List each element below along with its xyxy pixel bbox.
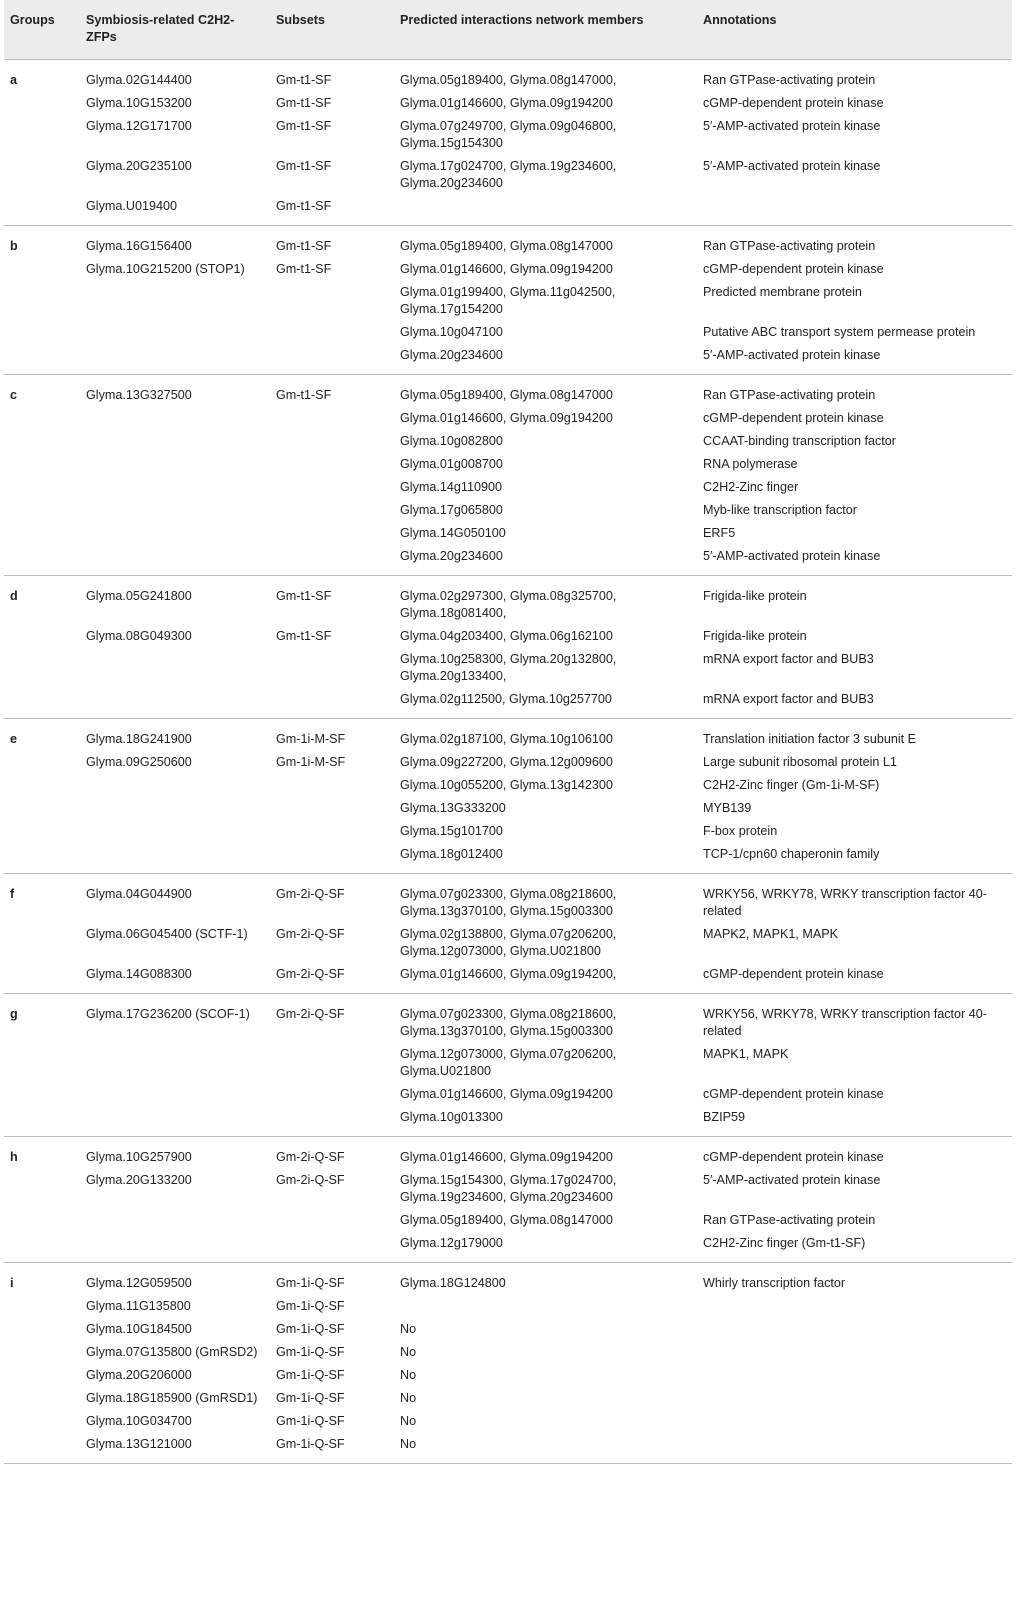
subset-cell: Gm-t1-SF xyxy=(276,388,332,402)
group-label xyxy=(4,1318,80,1341)
network-members-cell: Glyma.17g065800 xyxy=(400,503,503,517)
subset-cell xyxy=(270,407,394,430)
annotation-cell: C2H2-Zinc finger xyxy=(703,480,799,494)
zfp-cell: Glyma.10G257900 xyxy=(86,1150,192,1164)
annotation-cell: cGMP-dependent protein kinase xyxy=(703,262,884,276)
network-members-cell: Glyma.02g187100, Glyma.10g106100 xyxy=(400,732,613,746)
zfp-cell: Glyma.16G156400 xyxy=(86,239,192,253)
table-row xyxy=(4,1106,1012,1137)
group-label xyxy=(4,1209,80,1232)
zfp-cell: Glyma.10G184500 xyxy=(86,1322,192,1336)
annotation-cell: MYB139 xyxy=(703,801,752,815)
group-label xyxy=(4,963,80,994)
network-members-cell: No xyxy=(400,1345,417,1359)
group-label xyxy=(4,545,80,576)
subset-cell: Gm-1i-Q-SF xyxy=(276,1345,345,1359)
network-members-cell: Glyma.07g023300, Glyma.08g218600, Glyma.13g370100, Glyma.15g003300 xyxy=(400,1007,617,1038)
table-row xyxy=(4,1169,1012,1209)
network-members-cell: Glyma.05g189400, Glyma.08g147000, xyxy=(400,73,617,87)
subset-cell xyxy=(270,1083,394,1106)
network-members-cell: Glyma.02g297300, Glyma.08g325700, Glyma.18g081400, xyxy=(400,589,617,620)
network-members-cell: Glyma.01g146600, Glyma.09g194200 xyxy=(400,262,613,276)
annotation-cell: 5′-AMP-activated protein kinase xyxy=(697,344,1012,375)
annotation-cell: MAPK1, MAPK xyxy=(703,1047,789,1061)
network-members-cell: Glyma.01g146600, Glyma.09g194200 xyxy=(400,1150,613,1164)
group-label xyxy=(4,499,80,522)
network-members-cell: Glyma.14G050100 xyxy=(400,526,506,540)
zfp-cell xyxy=(80,1209,270,1232)
annotation-cell xyxy=(697,1433,1012,1464)
group-label xyxy=(4,258,80,281)
network-members-cell: Glyma.01g199400, Glyma.11g042500, Glyma.17g154200 xyxy=(400,285,616,316)
group-label xyxy=(4,430,80,453)
network-members-cell: Glyma.01g008700 xyxy=(400,457,503,471)
annotation-cell: 5′-AMP-activated protein kinase xyxy=(697,545,1012,576)
subset-cell: Gm-1i-Q-SF xyxy=(276,1276,345,1290)
annotation-cell: Frigida-like protein xyxy=(703,589,807,603)
zfp-cell: Glyma.20G206000 xyxy=(86,1368,192,1382)
subset-cell xyxy=(270,797,394,820)
subset-cell xyxy=(270,430,394,453)
table-row xyxy=(4,923,1012,963)
subset-cell: Gm-t1-SF xyxy=(276,119,332,133)
group-label xyxy=(4,625,80,648)
annotation-cell xyxy=(697,1410,1012,1433)
table-row xyxy=(4,963,1012,994)
table-row xyxy=(4,688,1012,719)
subset-cell: Gm-t1-SF xyxy=(276,73,332,87)
zfp-cell: Glyma.06G045400 (SCTF-1) xyxy=(86,927,248,941)
zfp-cell: Glyma.18G241900 xyxy=(86,732,192,746)
annotation-cell: cGMP-dependent protein kinase xyxy=(703,96,884,110)
group-label xyxy=(4,1169,80,1209)
table-row xyxy=(4,797,1012,820)
network-members-cell: Glyma.01g146600, Glyma.09g194200 xyxy=(400,96,613,110)
network-members-cell: Glyma.09g227200, Glyma.12g009600 xyxy=(400,755,613,769)
network-members-cell: Glyma.13G333200 xyxy=(400,801,506,815)
subset-cell xyxy=(270,453,394,476)
network-members-cell: No xyxy=(400,1322,417,1336)
zfp-cell: Glyma.10G215200 (STOP1) xyxy=(86,262,245,276)
header-network-members: Predicted interactions network members xyxy=(394,0,697,60)
zfp-cell: Glyma.12G171700 xyxy=(86,119,192,133)
subset-cell: Gm-2i-Q-SF xyxy=(276,927,345,941)
network-members-cell: Glyma.07g023300, Glyma.08g218600, Glyma.13g370100, Glyma.15g003300 xyxy=(400,887,617,918)
subset-cell xyxy=(270,476,394,499)
group-label xyxy=(4,115,80,155)
subset-cell: Gm-t1-SF xyxy=(276,239,332,253)
table-row xyxy=(4,375,1012,408)
zfp-cell: Glyma.18G185900 (GmRSD1) xyxy=(86,1391,258,1405)
zfp-cell: Glyma.12G059500 xyxy=(86,1276,192,1290)
subset-cell xyxy=(270,843,394,874)
table-row xyxy=(4,774,1012,797)
network-members-cell xyxy=(394,1295,697,1318)
annotation-cell: cGMP-dependent protein kinase xyxy=(697,963,1012,994)
header-c2h2-zfps: Symbiosis-related C2H2-ZFPs xyxy=(80,0,270,60)
subset-cell: Gm-t1-SF xyxy=(276,589,332,603)
zfp-cell: Glyma.20G133200 xyxy=(86,1173,192,1187)
subset-cell xyxy=(270,344,394,375)
annotation-cell: cGMP-dependent protein kinase xyxy=(703,1087,884,1101)
annotation-cell xyxy=(697,195,1012,226)
group-label xyxy=(4,195,80,226)
group-label xyxy=(4,522,80,545)
annotation-cell: WRKY56, WRKY78, WRKY transcription factor 40-related xyxy=(703,1007,987,1038)
annotation-cell: Large subunit ribosomal protein L1 xyxy=(703,755,897,769)
network-members-cell: Glyma.17g024700, Glyma.19g234600, Glyma.20g234600 xyxy=(400,159,617,190)
network-members-cell: No xyxy=(400,1368,417,1382)
network-members-cell: Glyma.01g146600, Glyma.09g194200, xyxy=(394,963,697,994)
group-label: c xyxy=(10,388,18,402)
group-label xyxy=(4,407,80,430)
group-label: i xyxy=(10,1276,14,1290)
header-annotations: Annotations xyxy=(697,0,1012,60)
zfp-cell xyxy=(80,1083,270,1106)
subset-cell: Gm-2i-Q-SF xyxy=(276,1173,345,1187)
group-label xyxy=(4,688,80,719)
annotation-cell: F-box protein xyxy=(703,824,778,838)
zfp-cell: Glyma.13G121000 xyxy=(80,1433,270,1464)
group-label xyxy=(4,648,80,688)
table-row xyxy=(4,281,1012,321)
subset-cell xyxy=(270,1043,394,1083)
zfp-cell: Glyma.10G153200 xyxy=(86,96,192,110)
zfp-cell xyxy=(80,344,270,375)
network-members-cell: Glyma.12g073000, Glyma.07g206200, Glyma.U021800 xyxy=(400,1047,617,1078)
annotation-cell xyxy=(697,1341,1012,1364)
group-label xyxy=(4,797,80,820)
network-members-cell: Glyma.01g146600, Glyma.09g194200 xyxy=(400,1087,613,1101)
table-row xyxy=(4,1083,1012,1106)
table-row xyxy=(4,719,1012,752)
table-row xyxy=(4,92,1012,115)
annotation-cell: ERF5 xyxy=(703,526,736,540)
table-row xyxy=(4,1263,1012,1296)
annotation-cell: RNA polymerase xyxy=(703,457,798,471)
annotation-cell xyxy=(697,1295,1012,1318)
subset-cell xyxy=(270,774,394,797)
subset-cell: Gm-1i-Q-SF xyxy=(276,1368,345,1382)
subset-cell: Gm-t1-SF xyxy=(276,96,332,110)
zfp-cell: Glyma.02G144400 xyxy=(86,73,192,87)
annotation-cell xyxy=(697,1318,1012,1341)
network-members-cell: Glyma.10g082800 xyxy=(400,434,503,448)
zfp-cell xyxy=(80,522,270,545)
zfp-cell: Glyma.05G241800 xyxy=(86,589,192,603)
group-label: d xyxy=(10,589,18,603)
subset-cell xyxy=(270,545,394,576)
annotation-cell xyxy=(697,1364,1012,1387)
table-row xyxy=(4,1137,1012,1170)
table-row xyxy=(4,1387,1012,1410)
table-row xyxy=(4,195,1012,226)
subset-cell: Gm-1i-M-SF xyxy=(276,732,346,746)
network-members-cell: Glyma.18G124800 xyxy=(400,1276,506,1290)
zfp-cell: Glyma.14G088300 xyxy=(80,963,270,994)
network-members-cell: Glyma.20g234600 xyxy=(394,344,697,375)
subset-cell: Gm-2i-Q-SF xyxy=(276,1150,345,1164)
table-row xyxy=(4,1364,1012,1387)
zfp-cell xyxy=(80,499,270,522)
table-row xyxy=(4,453,1012,476)
subset-cell: Gm-2i-Q-SF xyxy=(276,1007,345,1021)
table-body xyxy=(4,60,1012,1464)
annotation-cell: mRNA export factor and BUB3 xyxy=(703,652,874,666)
subset-cell: Gm-t1-SF xyxy=(276,159,332,173)
subset-cell: Gm-1i-Q-SF xyxy=(276,1391,345,1405)
network-members-cell: Glyma.20g234600 xyxy=(394,545,697,576)
table-row xyxy=(4,648,1012,688)
group-label xyxy=(4,281,80,321)
table-row xyxy=(4,476,1012,499)
group-label xyxy=(4,321,80,344)
table-row xyxy=(4,1318,1012,1341)
annotation-cell: BZIP59 xyxy=(697,1106,1012,1137)
group-label xyxy=(4,1295,80,1318)
group-label: b xyxy=(10,239,18,253)
table-row xyxy=(4,258,1012,281)
zfp-cell xyxy=(80,453,270,476)
table-row xyxy=(4,1410,1012,1433)
annotation-cell: Ran GTPase-activating protein xyxy=(703,73,876,87)
annotation-cell: Myb-like transcription factor xyxy=(703,503,857,517)
annotation-cell: TCP-1/cpn60 chaperonin family xyxy=(697,843,1012,874)
table-row xyxy=(4,1043,1012,1083)
annotation-cell: cGMP-dependent protein kinase xyxy=(703,411,884,425)
zfp-cell xyxy=(80,820,270,843)
group-label: f xyxy=(10,887,15,901)
annotation-cell: Predicted membrane protein xyxy=(703,285,862,299)
zfp-cell: Glyma.07G135800 (GmRSD2) xyxy=(86,1345,258,1359)
table-row xyxy=(4,155,1012,195)
annotation-cell: cGMP-dependent protein kinase xyxy=(703,1150,884,1164)
network-members-cell: No xyxy=(394,1433,697,1464)
annotation-cell: WRKY56, WRKY78, WRKY transcription factor 40-related xyxy=(703,887,987,918)
network-members-cell: Glyma.07g249700, Glyma.09g046800, Glyma.15g154300 xyxy=(400,119,617,150)
table-row xyxy=(4,1295,1012,1318)
annotation-cell: MAPK2, MAPK1, MAPK xyxy=(703,927,839,941)
subset-cell xyxy=(270,281,394,321)
zfp-cell: Glyma.04G044900 xyxy=(86,887,192,901)
annotation-cell: Translation initiation factor 3 subunit E xyxy=(703,732,917,746)
annotation-cell: Ran GTPase-activating protein xyxy=(703,1213,876,1227)
group-label xyxy=(4,92,80,115)
group-label xyxy=(4,344,80,375)
zfp-cell: Glyma.11G135800 xyxy=(86,1299,191,1313)
table-row xyxy=(4,625,1012,648)
table-row xyxy=(4,576,1012,626)
group-label xyxy=(4,751,80,774)
network-members-cell: Glyma.02g112500, Glyma.10g257700 xyxy=(394,688,697,719)
zfp-cell xyxy=(80,1043,270,1083)
subset-cell xyxy=(270,1106,394,1137)
subset-cell: Gm-2i-Q-SF xyxy=(276,887,345,901)
group-label xyxy=(4,1232,80,1263)
subset-cell: Gm-1i-Q-SF xyxy=(276,1299,345,1313)
annotation-cell: Putative ABC transport system permease protein xyxy=(703,325,976,339)
subset-cell xyxy=(270,1209,394,1232)
table-row xyxy=(4,994,1012,1044)
subset-cell xyxy=(270,321,394,344)
network-members-cell: Glyma.10g047100 xyxy=(400,325,503,339)
table-row xyxy=(4,522,1012,545)
group-label xyxy=(4,1106,80,1137)
group-label xyxy=(4,1410,80,1433)
network-members-cell: Glyma.05g189400, Glyma.08g147000 xyxy=(400,1213,613,1227)
zfp-cell: Glyma.17G236200 (SCOF-1) xyxy=(86,1007,250,1021)
group-label: e xyxy=(10,732,18,746)
zfp-cell: Glyma.09G250600 xyxy=(86,755,192,769)
group-label xyxy=(4,1387,80,1410)
zfp-cell: Glyma.20G235100 xyxy=(86,159,192,173)
group-label xyxy=(4,453,80,476)
annotation-cell: 5′-AMP-activated protein kinase xyxy=(703,1173,881,1187)
network-members-cell: Glyma.04g203400, Glyma.06g162100 xyxy=(400,629,613,643)
table-row xyxy=(4,751,1012,774)
network-members-cell: Glyma.01g146600, Glyma.09g194200 xyxy=(400,411,613,425)
group-label: a xyxy=(10,73,18,87)
network-members-cell: Glyma.10g258300, Glyma.20g132800, Glyma.20g133400, xyxy=(400,652,617,683)
annotation-cell: C2H2-Zinc finger (Gm-1i-M-SF) xyxy=(703,778,880,792)
group-label xyxy=(4,1433,80,1464)
group-label xyxy=(4,1083,80,1106)
annotation-cell: CCAAT-binding transcription factor xyxy=(703,434,896,448)
subset-cell xyxy=(270,648,394,688)
header-row xyxy=(4,0,1012,60)
zfp-cell xyxy=(80,407,270,430)
network-members-cell xyxy=(394,195,697,226)
table-row xyxy=(4,60,1012,93)
table-row xyxy=(4,226,1012,259)
network-members-cell: Glyma.15g154300, Glyma.17g024700, Glyma.19g234600, Glyma.20g234600 xyxy=(400,1173,617,1204)
table-row xyxy=(4,430,1012,453)
network-members-cell: Glyma.18g012400 xyxy=(394,843,697,874)
table-row xyxy=(4,1232,1012,1263)
group-label: g xyxy=(10,1007,18,1021)
table-header xyxy=(4,0,1012,60)
group-label xyxy=(4,820,80,843)
zfp-cell xyxy=(80,1232,270,1263)
zfp-cell xyxy=(80,281,270,321)
zfp-cell xyxy=(80,774,270,797)
group-label xyxy=(4,1341,80,1364)
interaction-table xyxy=(4,0,1012,1464)
zfp-cell xyxy=(80,545,270,576)
subset-cell: Gm-1i-Q-SF xyxy=(276,1322,345,1336)
table-row xyxy=(4,321,1012,344)
subset-cell: Gm-1i-Q-SF xyxy=(270,1433,394,1464)
group-label xyxy=(4,843,80,874)
zfp-cell: Glyma.10G034700 xyxy=(86,1414,192,1428)
network-members-cell: Glyma.14g110900 xyxy=(400,480,502,494)
table-row xyxy=(4,407,1012,430)
network-members-cell: No xyxy=(400,1391,417,1405)
network-members-cell: Glyma.10g055200, Glyma.13g142300 xyxy=(400,778,613,792)
zfp-cell xyxy=(80,430,270,453)
table-row xyxy=(4,344,1012,375)
zfp-cell xyxy=(80,648,270,688)
zfp-cell xyxy=(80,476,270,499)
annotation-cell: mRNA export factor and BUB3 xyxy=(697,688,1012,719)
zfp-cell: Glyma.13G327500 xyxy=(86,388,192,402)
subset-cell xyxy=(270,522,394,545)
table-row xyxy=(4,1209,1012,1232)
subset-cell: Gm-t1-SF xyxy=(276,262,332,276)
zfp-cell xyxy=(80,321,270,344)
subset-cell: Gm-1i-Q-SF xyxy=(276,1414,345,1428)
network-members-cell: Glyma.05g189400, Glyma.08g147000 xyxy=(400,388,613,402)
subset-cell: Gm-t1-SF xyxy=(276,629,332,643)
network-members-cell: No xyxy=(400,1414,417,1428)
group-label xyxy=(4,155,80,195)
network-members-cell: Glyma.05g189400, Glyma.08g147000 xyxy=(400,239,613,253)
zfp-cell xyxy=(80,688,270,719)
subset-cell: Gm-t1-SF xyxy=(270,195,394,226)
table-row xyxy=(4,1341,1012,1364)
subset-cell: Gm-2i-Q-SF xyxy=(270,963,394,994)
table-row xyxy=(4,545,1012,576)
group-label xyxy=(4,1364,80,1387)
subset-cell xyxy=(270,1232,394,1263)
table-row xyxy=(4,820,1012,843)
zfp-cell: Glyma.08G049300 xyxy=(86,629,192,643)
network-members-cell: Glyma.02g138800, Glyma.07g206200, Glyma.12g073000, Glyma.U021800 xyxy=(400,927,617,958)
subset-cell xyxy=(270,688,394,719)
header-subsets: Subsets xyxy=(270,0,394,60)
zfp-cell xyxy=(80,843,270,874)
annotation-cell: Ran GTPase-activating protein xyxy=(703,388,876,402)
annotation-cell: 5′-AMP-activated protein kinase xyxy=(703,159,881,173)
group-label: h xyxy=(10,1150,18,1164)
group-label xyxy=(4,476,80,499)
annotation-cell: 5′-AMP-activated protein kinase xyxy=(703,119,881,133)
table-row xyxy=(4,1433,1012,1464)
table-row xyxy=(4,115,1012,155)
annotation-cell xyxy=(697,1387,1012,1410)
annotation-cell: Ran GTPase-activating protein xyxy=(703,239,876,253)
zfp-cell xyxy=(80,797,270,820)
group-label xyxy=(4,1043,80,1083)
annotation-cell: Frigida-like protein xyxy=(703,629,807,643)
zfp-cell xyxy=(80,1106,270,1137)
subset-cell xyxy=(270,499,394,522)
network-members-cell: Glyma.10g013300 xyxy=(394,1106,697,1137)
zfp-cell: Glyma.U019400 xyxy=(80,195,270,226)
network-members-cell: Glyma.15g101700 xyxy=(400,824,503,838)
annotation-cell: C2H2-Zinc finger (Gm-t1-SF) xyxy=(697,1232,1012,1263)
subset-cell xyxy=(270,820,394,843)
table-row xyxy=(4,874,1012,924)
group-label xyxy=(4,923,80,963)
annotation-cell: Whirly transcription factor xyxy=(703,1276,846,1290)
subset-cell: Gm-1i-M-SF xyxy=(276,755,346,769)
table-row xyxy=(4,843,1012,874)
table-row xyxy=(4,499,1012,522)
header-groups: Groups xyxy=(4,0,80,60)
group-label xyxy=(4,774,80,797)
network-members-cell: Glyma.12g179000 xyxy=(394,1232,697,1263)
